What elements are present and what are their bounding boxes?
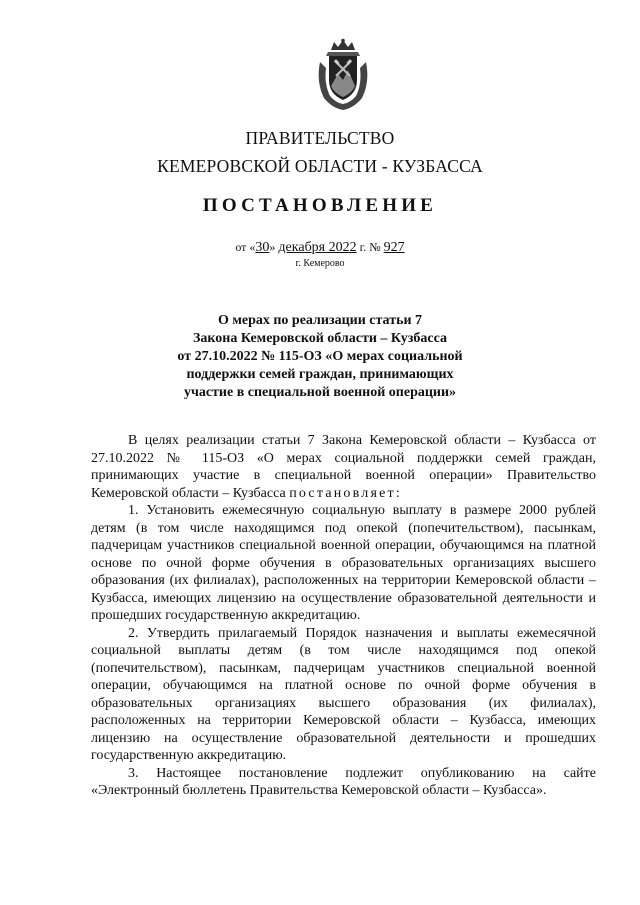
decree-body xyxy=(91,432,596,800)
government-title-line1: ПРАВИТЕЛЬСТВО xyxy=(245,128,395,148)
kuzbass-coat-of-arms-icon xyxy=(314,38,372,112)
decree-number: 927 xyxy=(383,240,405,255)
date-prefix: от « xyxy=(235,240,256,254)
date-quote-close: » xyxy=(269,240,276,254)
document-type-title: ПОСТАНОВЛЕНИЕ xyxy=(202,195,438,216)
subject-line: О мерах по реализации статьи 7 xyxy=(217,313,423,328)
subject-line: от 27.10.2022 № 115-ОЗ «О мерах социальной xyxy=(177,349,463,364)
date-day: 30 xyxy=(255,240,270,255)
subject-line: Закона Кемеровской области – Кузбасса xyxy=(193,331,447,346)
decree-subject xyxy=(90,312,550,402)
government-title-line2: КЕМЕРОВСКОЙ ОБЛАСТИ - КУЗБАССА xyxy=(157,156,483,176)
subject-line: поддержки семей граждан, принимающих xyxy=(186,367,454,382)
clause-2: 2. Утвердить прилагаемый Порядок назначения и выплаты ежемесячной социальной выплаты детям (в том числе находящимся под опекой (попечительством), пасынкам, падчерицам участников специальной военной операции, обучающимся на платной основе по очной форме обучения в образовательных организациях высшего образования (их филиалах), расположенных на территории Кемеровской области – Кузбасса, имеющих лицензию на осуществление образовательной деятельности и прошедших государственную аккредитацию. xyxy=(91,625,596,763)
clause-1: 1. Установить ежемесячную социальную выплату в размере 2000 рублей детям (в том числе находящимся под опекой (попечительством), пасынкам, падчерицам участников специальной военной операции, обучающимся на платной основе по очной форме обучения в образовательных организациях высшего образования (их филиалах), расположенных на территории Кемеровской области – Кузбасса, имеющих лицензию на осуществление образовательной деятельности и прошедших государственную аккредитацию. xyxy=(91,503,596,623)
date-year-suffix: г. xyxy=(359,240,367,254)
number-label: № xyxy=(369,240,381,254)
clause-3: 3. Настоящее постановление подлежит опубликованию на сайте «Электронный бюллетень Правительства Кемеровской области – Кузбасса». xyxy=(91,765,596,798)
date-number-line xyxy=(0,240,640,256)
preamble-paragraph xyxy=(91,432,596,502)
subject-line: участие в специальной военной операции» xyxy=(183,385,457,400)
preamble-text: В целях реализации статьи 7 Закона Кемеровской области – Кузбасса от 27.10.2022 № 115-ОЗ «О мерах социальной поддержки семей граждан, принимающих участие в специальной военной операции» Правительство Кемеровской области – Кузбасса xyxy=(91,433,596,501)
resolves-word: постановляет: xyxy=(289,485,402,501)
date-month-year: декабря 2022 xyxy=(278,240,357,255)
city-name: г. Кемерово xyxy=(295,258,345,269)
